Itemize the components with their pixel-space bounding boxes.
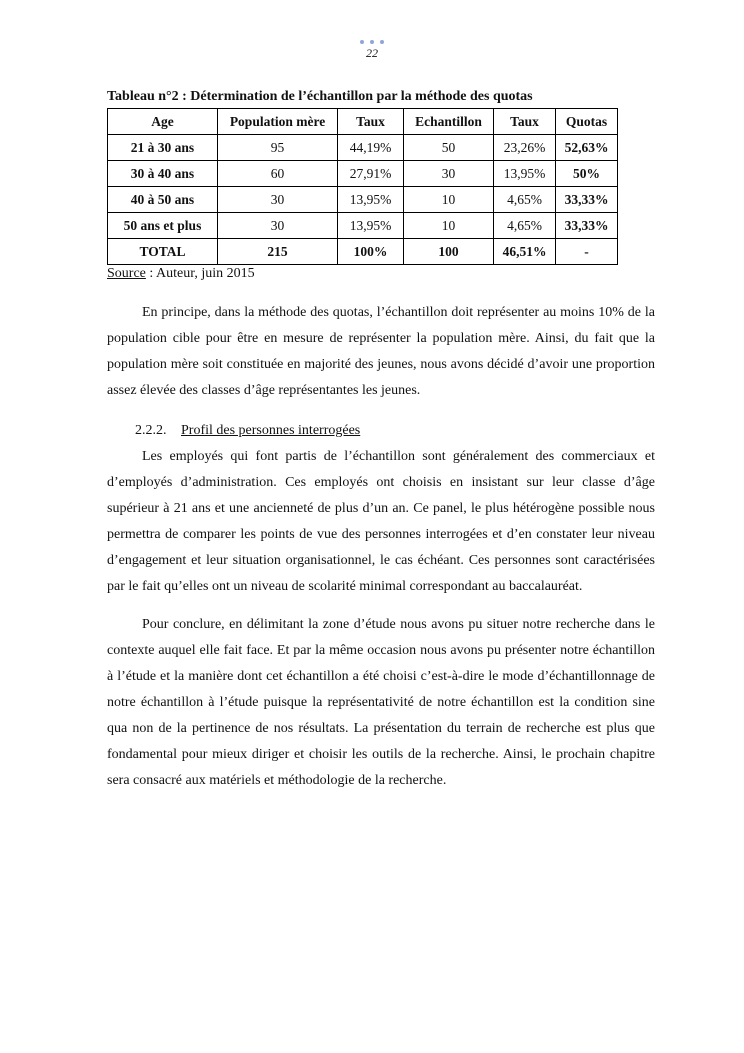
page-header	[0, 40, 744, 59]
cell-population: 30	[218, 187, 338, 213]
cell-quotas: 52,63%	[556, 135, 618, 161]
paragraph-3: Pour conclure, en délimitant la zone d’étude nous avons pu situer notre recherche dans le contexte auquel elle fait face. Et par la même occasion nous avons pu présenter notre échantillon à l’étude et la manière dont cet échantillon a été choisi c’est-à-dire le mode d’échantillonnage de notre échantillon à l’étude puisque la représentativité de notre échantillon est la condition sine qua non de la pertinence de nos résultats. La présentation du terrain de recherche est plus que fondamental pour mieux diriger et choisir les outils de la recherche. Ainsi, le prochain chapitre sera consacré aux matériels et méthodologie de la recherche.	[107, 617, 655, 788]
section-title: Profil des personnes interrogées	[181, 423, 361, 438]
cell-taux-2: 4,65%	[494, 213, 556, 239]
cell-population: 60	[218, 161, 338, 187]
cell-total-population: 215	[218, 239, 338, 265]
cell-total-label: TOTAL	[108, 239, 218, 265]
cell-quotas: 33,33%	[556, 213, 618, 239]
table-source	[107, 265, 655, 283]
cell-total-echantillon: 100	[404, 239, 494, 265]
cell-echantillon: 10	[404, 187, 494, 213]
section-heading	[107, 418, 655, 444]
cell-taux-2: 13,95%	[494, 161, 556, 187]
table-caption: Tableau n°2 : Détermination de l’échantillon par la méthode des quotas	[107, 89, 533, 104]
cell-echantillon: 10	[404, 213, 494, 239]
table-row	[108, 213, 618, 239]
header-quotas: Quotas	[556, 109, 618, 135]
source-text: : Auteur, juin 2015	[145, 266, 255, 281]
cell-echantillon: 50	[404, 135, 494, 161]
source-label: Source	[107, 266, 146, 281]
cell-quotas: 33,33%	[556, 187, 618, 213]
cell-age: 50 ans et plus	[108, 213, 218, 239]
header-echantillon: Echantillon	[404, 109, 494, 135]
cell-taux-2: 23,26%	[494, 135, 556, 161]
cell-total-taux-1: 100%	[338, 239, 404, 265]
paragraph-2: Les employés qui font partis de l’échantillon sont généralement des commerciaux et d’employés d’administration. Ces employés ont choisis en insistant sur leur classe d’âge supérieur à 21 ans et une ancienneté de plus d’un an. Ce panel, le plus hétérogène possible nous permettra de comparer les points de vue des personnes interrogées et d’en constater leur niveau d’engagement et leur situation organisationnel, le cas échéant. Ces personnes sont caractérisées par le fait qu’elles ont un niveau de scolarité minimal correspondant au baccalauréat.	[107, 449, 655, 594]
cell-age: 40 à 50 ans	[108, 187, 218, 213]
cell-age: 30 à 40 ans	[108, 161, 218, 187]
cell-taux-1: 27,91%	[338, 161, 404, 187]
cell-population: 95	[218, 135, 338, 161]
cell-taux-2: 4,65%	[494, 187, 556, 213]
page-number: 22	[366, 46, 378, 60]
paragraph-1: En principe, dans la méthode des quotas, l’échantillon doit représenter au moins 10% de la population cible pour être en mesure de représenter la population mère. Ainsi, du fait que la population mère soit constituée en majorité des jeunes, nous avons décidé d’avoir une proportion assez élevée des classes d’âge représentantes les jeunes.	[107, 305, 655, 398]
table-row	[108, 161, 618, 187]
cell-taux-1: 13,95%	[338, 187, 404, 213]
cell-total-taux-2: 46,51%	[494, 239, 556, 265]
header-taux-1: Taux	[338, 109, 404, 135]
header-taux-2: Taux	[494, 109, 556, 135]
cell-echantillon: 30	[404, 161, 494, 187]
table-header-row	[108, 109, 618, 135]
cell-taux-1: 13,95%	[338, 213, 404, 239]
section-number: 2.2.2.	[135, 423, 167, 438]
page-content	[107, 88, 655, 794]
cell-quotas: 50%	[556, 161, 618, 187]
cell-age: 21 à 30 ans	[108, 135, 218, 161]
cell-population: 30	[218, 213, 338, 239]
cell-taux-1: 44,19%	[338, 135, 404, 161]
cell-total-quotas: -	[556, 239, 618, 265]
table-total-row	[108, 239, 618, 265]
header-age: Age	[108, 109, 218, 135]
quota-table	[107, 108, 618, 265]
table-row	[108, 135, 618, 161]
table-row	[108, 187, 618, 213]
header-population: Population mère	[218, 109, 338, 135]
